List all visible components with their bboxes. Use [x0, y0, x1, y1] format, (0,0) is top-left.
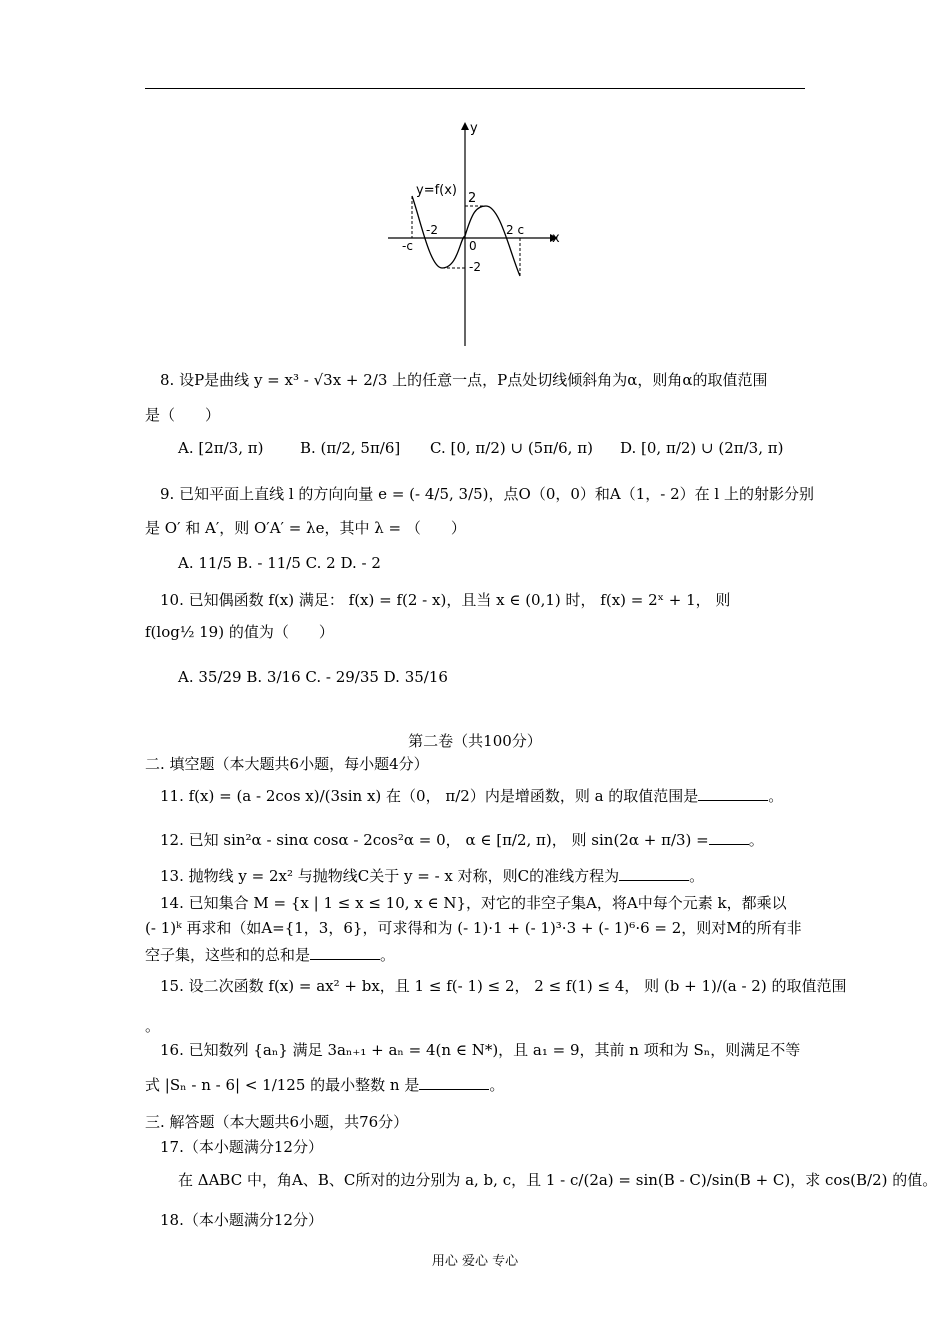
q16-blank	[419, 1075, 489, 1090]
part2-title: 第二卷（共100分）	[408, 732, 542, 750]
q9-line2: 是 O′ 和 A′，则 O′A′ = λe，其中 λ = （ ）	[145, 519, 466, 537]
tick-neg2-x: -2	[426, 223, 438, 237]
tick-negc: -c	[402, 239, 413, 253]
tick-2: 2	[468, 191, 477, 206]
tick-neg2-y: -2	[469, 260, 481, 274]
q12-blank	[709, 830, 749, 845]
q14-line2: (- 1)ᵏ 再求和（如A={1，3，6}，可求得和为 (- 1)·1 + (- 1)³·3 + (- 1)⁶·6 = 2，则对M的所有非	[145, 919, 802, 937]
x-label: x	[552, 231, 560, 246]
q9-line1: 9. 已知平面上直线 l 的方向向量 e = (- 4/5, 3/5)，点O（0，0）和A（1，- 2）在 l 上的射影分别	[160, 485, 814, 503]
q14-line3: 空子集，这些和的总和是 。	[145, 946, 396, 964]
q9-options: A. 11/5 B. - 11/5 C. 2 D. - 2	[178, 554, 381, 572]
page-footer: 用心 爱心 专心	[431, 1254, 519, 1269]
q11-text: 11. f(x) = (a - 2cos x)/(3sin x) 在（0， π/2）内是增函数，则 a 的取值范围是	[160, 787, 699, 805]
y-label: y	[470, 121, 478, 136]
q14-line1: 14. 已知集合 M = {x | 1 ≤ x ≤ 10, x ∈ N}，对它的非空子集A，将A中每个元素 k，都乘以	[160, 894, 787, 912]
q8-line1: 8. 设P是曲线 y = x³ - √3x + 2/3 上的任意一点，P点处切线倾斜角为α，则角α的取值范围	[160, 371, 768, 389]
tick-0: 0	[469, 239, 477, 253]
q8-option-a: A. [2π/3, π)	[178, 439, 264, 457]
q8-option-b: B. (π/2, 5π/6]	[300, 439, 401, 457]
y-axis-arrow	[461, 122, 469, 130]
q18-title: 18.（本小题满分12分）	[160, 1211, 323, 1229]
q13-text: 13. 抛物线 y = 2x² 与抛物线C关于 y = - x 对称，则C的准线方程为	[160, 867, 620, 885]
header-rule	[145, 88, 805, 89]
q11: 11. f(x) = (a - 2cos x)/(3sin x) 在（0， π/2）内是增函数，则 a 的取值范围是 。	[160, 787, 784, 805]
q15-line2: 。	[145, 1017, 161, 1035]
q16-line1: 16. 已知数列 {aₙ} 满足 3aₙ₊₁ + aₙ = 4(n ∈ N*)，且 a₁ = 9，其前 n 项和为 Sₙ，则满足不等	[160, 1041, 801, 1059]
q11-blank	[698, 786, 768, 801]
q13: 13. 抛物线 y = 2x² 与抛物线C关于 y = - x 对称，则C的准线方程为 。	[160, 867, 705, 885]
q10-options: A. 35/29 B. 3/16 C. - 29/35 D. 35/16	[178, 668, 448, 686]
q17-title: 17.（本小题满分12分）	[160, 1138, 323, 1156]
q16-text: 式 |Sₙ - n - 6| < 1/125 的最小整数 n 是	[145, 1076, 420, 1094]
q15-line1: 15. 设二次函数 f(x) = ax² + bx，且 1 ≤ f(- 1) ≤ 2， 2 ≤ f(1) ≤ 4， 则 (b + 1)/(a - 2) 的取值范围	[160, 977, 847, 995]
q8-option-d: D. [0, π/2) ∪ (2π/3, π)	[620, 439, 784, 457]
q10-line2: f(log½ 19) 的值为（ ）	[145, 623, 334, 641]
q14-blank	[310, 945, 380, 960]
tick-2c: 2 c	[506, 223, 525, 237]
q8-line2: 是（ ）	[145, 406, 221, 424]
q14-text: 空子集，这些和的总和是	[145, 946, 311, 964]
q10-line1: 10. 已知偶函数 f(x) 满足： f(x) = f(2 - x)，且当 x ∈ (0,1) 时， f(x) = 2ˣ + 1， 则	[160, 591, 731, 609]
q17-body: 在 ΔABC 中，角A、B、C所对的边分别为 a, b, c，且 1 - c/(2a) = sin(B - C)/sin(B + C)，求 cos(B/2) 的值。	[178, 1171, 938, 1189]
q8-option-c: C. [0, π/2) ∪ (5π/6, π)	[430, 439, 593, 457]
curve-label: y=f(x)	[416, 183, 457, 198]
q12-text: 12. 已知 sin²α - sinα cosα - 2cos²α = 0， α ∈ [π/2, π)， 则 sin(2α + π/3) =	[160, 831, 709, 849]
function-graph	[380, 118, 570, 348]
section3-title: 三. 解答题（本大题共6小题，共76分）	[145, 1113, 409, 1131]
section2-title: 二. 填空题（本大题共6小题，每小题4分）	[145, 755, 429, 773]
q16-line2: 式 |Sₙ - n - 6| < 1/125 的最小整数 n 是 。	[145, 1076, 505, 1094]
q13-blank	[619, 866, 689, 881]
q12: 12. 已知 sin²α - sinα cosα - 2cos²α = 0， α ∈ [π/2, π)， 则 sin(2α + π/3) = 。	[160, 831, 764, 849]
